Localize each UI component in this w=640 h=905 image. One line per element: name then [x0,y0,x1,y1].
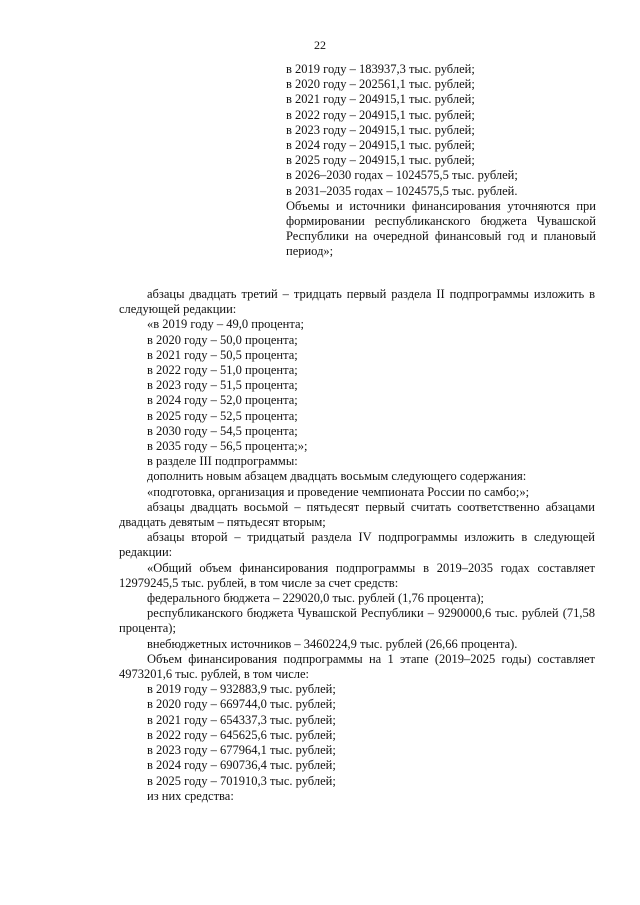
republic-budget-paragraph: республиканского бюджета Чувашской Республики – 9290000,6 тыс. рублей (71,58 процента); [119,606,595,636]
stage-year-line: в 2019 году – 932883,9 тыс. рублей; [147,682,336,697]
page-number: 22 [314,38,326,52]
percent-line: в 2021 году – 50,5 процента; [147,347,298,362]
year-funding-line: в 2019 году – 183937,3 тыс. рублей; [286,62,475,76]
percent-line: в 2023 году – 51,5 процента; [147,378,298,393]
percent-line: в 2022 году – 51,0 процента; [147,363,298,378]
section-heading-line: в разделе III подпрограммы: [147,454,298,469]
extra-budget-line: внебюджетных источников – 3460224,9 тыс. рублей (26,66 процента). [147,636,518,651]
percent-line: «в 2019 году – 49,0 процента; [147,317,304,332]
of-them-line: из них средства: [147,788,234,803]
year-funding-line: в 2020 году – 202561,1 тыс. рублей; [286,77,475,92]
sambo-line: «подготовка, организация и проведение чемпионата России по самбо;»; [147,484,530,499]
section-4-paragraph: абзацы второй – тридцатый раздела IV подпрограммы изложить в следующей редакции: [119,530,595,560]
stage-year-line: в 2021 году – 654337,3 тыс. рублей; [147,712,336,727]
year-funding-line: в 2025 году – 204915,1 тыс. рублей; [286,153,475,168]
year-funding-line: в 2021 году – 204915,1 тыс. рублей; [286,92,475,107]
stage-1-paragraph: Объем финансирования подпрограммы на 1 этапе (2019–2025 годы) составляет 4973201,6 тыс. рублей, в том числе: [119,651,595,682]
percent-line: в 2030 году – 54,5 процента; [147,423,298,438]
add-paragraph-line: дополнить новым абзацем двадцать восьмым следующего содержания: [147,469,527,484]
percent-line: в 2035 году – 56,5 процента;»; [147,439,308,454]
funding-by-year-block [286,62,596,260]
stage-year-line: в 2024 году – 690736,4 тыс. рублей; [147,758,336,773]
stage-year-line: в 2022 году – 645625,6 тыс. рублей; [147,727,336,742]
funding-note: Объемы и источники финансирования уточняются при формировании республиканского бюджета Чувашской Республики на очередной финансовый год и плановый период»; [286,198,596,259]
year-funding-line: в 2024 году – 204915,1 тыс. рублей; [286,138,475,153]
stage-year-line: в 2025 году – 701910,3 тыс. рублей; [147,773,336,788]
stage-year-line: в 2020 году – 669744,0 тыс. рублей; [147,697,336,712]
renumber-paragraph: абзацы двадцать восьмой – пятьдесят первый считать соответственно абзацами двадцать девятым – пятьдесят вторым; [119,499,595,530]
year-funding-line: в 2031–2035 годах – 1024575,5 тыс. рублей. [286,183,518,198]
year-funding-line: в 2023 году – 204915,1 тыс. рублей; [286,122,475,137]
total-funding-paragraph: «Общий объем финансирования подпрограммы в 2019–2035 годах составляет 12979245,5 тыс. рублей, в том числе за счет средств: [119,560,595,590]
stage-year-line: в 2023 году – 677964,1 тыс. рублей; [147,743,336,758]
percent-line: в 2024 году – 52,0 процента; [147,393,298,408]
federal-budget-line: федерального бюджета – 229020,0 тыс. рублей (1,76 процента); [147,591,485,606]
year-funding-line: в 2022 году – 204915,1 тыс. рублей; [286,107,475,122]
amendment-paragraph: абзацы двадцать третий – тридцать первый раздела II подпрограммы изложить в следующей редакции: [119,287,595,317]
document-body [119,287,595,804]
year-funding-line: в 2026–2030 годах – 1024575,5 тыс. рублей; [286,168,518,183]
percent-line: в 2025 году – 52,5 процента; [147,408,298,423]
percent-line: в 2020 году – 50,0 процента; [147,332,298,347]
